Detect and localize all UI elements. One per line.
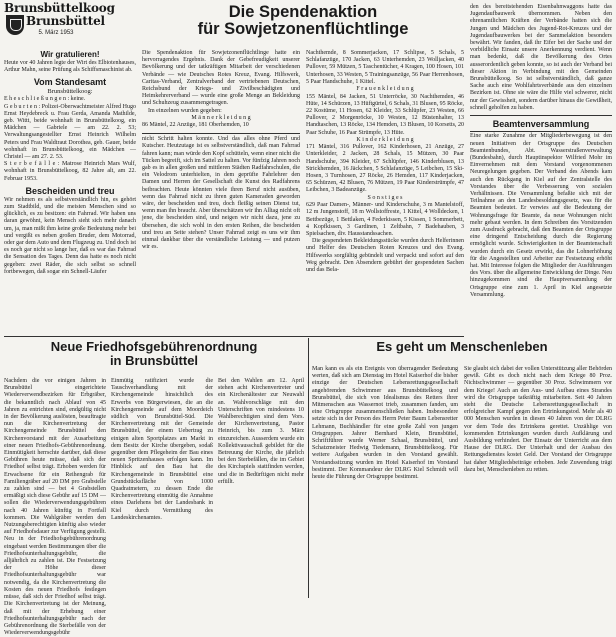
- friedhof-headline: [4, 340, 304, 376]
- bescheiden-title: Bescheiden und treu: [25, 185, 115, 196]
- left-column: [4, 50, 136, 334]
- spenden-headline: [142, 4, 464, 48]
- coat-of-arms-icon: [6, 15, 24, 35]
- right-column: [470, 4, 612, 334]
- fahrrad-continuation: nicht Schritt halten konnte. Und das alles ohne Pferd und Kutscher. Heutzutage ist es selbstverständlich, daß man Fahrrad fahren kann; man würde den Kopf schütteln, wenn einer nicht die Tücken begreift, sich im Sattel zu halten. Vor fünfzig Jahren noch gab es in allen großen und mittleren Städten Radfahrschulen, die ein Velodrom unterhielten, in dem geprüfte Fahrlehrer den Damen und Herren der Gesellschaft die Kunst des Radfahrens beibrachten. Heute könnten viele ihren Beruf nicht ausüben, wenn das Fahrrad nicht zu ihren guten Kameraden geworden wäre, der bescheiden und treu, doch fleißig seinen Dienst tut, wenn man ihn braucht. Aber überschätzen wir ihn Alltag nicht oft jene, die bescheiden sind, und neigen wir nicht dazu, jene zu übersehen, die sich wohl in den ersten Reihen, die bescheiden und treu an Seite stehen? Unser Fahrrad zeigt es uns wir ihm einmal dankbar über die verständliche Leistung — und putzen wir es.: [142, 136, 300, 251]
- bescheiden-body: Wir nehmen es als selbstverständlich hin, es gehört zum Stadtbild, und die meisten Menschen sind so glücklich, es zu besitzen: ein Fahrrad. Wir haben uns daran gewöhnt, kein Mensch sieht sich mehr danach um, ja, man mißt ihm keine große Bedeutung mehr bei und vergißt es neben großen Bruder, dem Motorrad, oder gar dem Auto und dem Flugzeug zu. Und doch ist es noch gar nicht so lange her, daß es war das Fahrrad die Sensation des Tages. Denn das hatte es noch nicht gegeben: zwei Räder, die sich selbst so schnell fortbewegen, daß sogar ein Schnell-Läufer: [4, 196, 136, 275]
- menschenleben-title: Es geht um Menschenleben: [376, 339, 548, 354]
- maenner-list: 86 Mäntel, 22 Anzüge, 181 Oberhemden, 10: [142, 122, 249, 129]
- friedhof-body-2: Einmütig ratifiziert wurde die Tauschverhandlung mit der Kirchengemeinde hinsichtlich des Erwerbs von Bürgerwiesen, die an die Kirchengemeinde auf dem Moordeich südlich von Brunsbüttel-Süd. Die Kirchenvertretung mit der Gemeinde Brunsbüttel, der einem Uebertrag zu einigen alten Sportplatzes am Markt in dem Besitz der Kirche übergeben, sodaß gegenüber dem Pflegeheim der Bau eines neuen Spritzenhauses erfolgen kann. Im Hinblick auf den Bau hat die Kirchengemeinde in Brunsbüttel eine Grundstücksfläche von 1000 Quadratmetern, zu dessen Ende die Kirchenvertretung einmütig die Annahme eines Darlehens bei der Landesbank in Kiel durch Vermittlung des Landeskirchenamtes.: [111, 378, 213, 521]
- beamten-body: Eine starke Zunahme der Mitgliederbewegung ist den neuen Initiativen der Ortsgruppe des Deutschen Beamtenbundes, Abt. Wasserstraßenverwaltung (Bundesbahn), durch Hauptinspektor Wilfried Mohr im Einvernehmen mit dem Vorstand vorgenommenen Neuregelungen gegeben. Der Verband des Abends kam auch den Rückgang in Kiel auf der Zentralstelle des Vorstandes über die Verbesserung von sozialen Verhältnissen. Die Versammlung befaßte sich mit der Teilnahme an den Landesbesoldungsgesetz, was für die Beamten bedeutet. Er verwies auf die Bedeutung der Wohnungsfrage für Beamte, da neue Wohnungen nicht mehr gebaut werden. In dem Schreiben des Vorsitzenden zum Ausdruck gebracht, daß den Beamten der Ortsgruppe eine dringend Entscheidung durch die Regierung ermöglicht wurde. Schwierigkeiten in der Beamtenschaft wurden durch ein Gesetz erwirkt, das die Lohnerhöhung für die Angestellten und Arbeiter zur Festsetzung erhöht hat. Mit Interesse folgten die Mitglieder der Ausführungen des Vors. über die allgemeine Entwicklung der Dinge. Neu hinzugekommen sind die Hauptversammlung der Ortsgruppe eine zum 1. April in Kiel angesetzte Versammlung.: [470, 133, 612, 298]
- spenden-title-2: für Sowjetzonenflüchtlinge: [197, 20, 409, 39]
- standesamt-sterbefaelle: S t e r b e f ä l l e : Matrose Heinrich Mars Wulf, wohnhaft in Brunsbüttelkoog, 82 Jahre alt, am 22. Februar 1953.: [4, 161, 136, 182]
- standesamt-title: Vom Standesamt: [33, 77, 107, 88]
- friedhof-body-3: Bei den Wahlen am 12. April stehen acht Kirchenvertreter und ein Kirchenältester zur Neuwahl an. Wahlvorschläge mit den Unterschriften von mindestens 10 Wahlberechtigten sind dem Vors. der Kirchenvertretung, Pastor Heinrich, bis zum 3. März einzureichen. Ausserdem wurde ein Kollektivausschuß gebildet für die Betreuung der Kirche, die jährlich bei den Sterbefällen, die im Gebiet des Kirchspiels stattfinden werden, und die in Bedürftigen nicht mehr erfüllt.: [218, 378, 304, 485]
- spenden-column-2: [306, 50, 464, 334]
- menschenleben-headline: [312, 340, 612, 364]
- menschenleben-col-2: [464, 366, 612, 598]
- menschenleben-body-2: Sie glaubt sich dabei der vollen Unterstützung aller Behörden gewiß. Gibt es doch nicht nach dem Kriege 80 Proz. Nichtschwimmer — gegenüber 30 Proz. Schwimmern vor dem Kriege! Auch an den Aus- und Aufbau eines Strandes wird die Ortsgruppe tatkräftig mitarbeiten. Seit 40 Jahren steht die Deutsche Lebensrettungsgesellschaft in erfolgreicher Kampf gegen den Ertrinkungstod. Mehr als 40 000 Menschen wurden in diesen 40 Jahren von der DLRG vor dem Tode des Ertrinkens gerettet. Unzählige von kommenden Ertrinkungen wurden durch Aufklärung und Ausbildung verhindert. Der Einsatz der Unterricht aus dem Hause der DLRG. Der Unterhalt und der Ausbau des Rettungsdienstes kostet Geld. Der Vorstand der Ortsgruppe hat daher Mitgliedsbeiträge erhoben. Jede Zuwendung trägt dazu bei, Menschenleben zu retten.: [464, 366, 612, 473]
- frauen-title: F r a u e n k l e i d u n g: [356, 86, 414, 93]
- standesamt-subtitle: Brunsbüttelkoog:: [47, 88, 93, 96]
- masthead-line1: Brunsbüttelkoog: [4, 1, 115, 15]
- friedhof-body-1: Nachdem die vor einigen Jahren in Brunsbüttel eingerichtete Wiederverwendbezirken für Erbgräber, die bekanntlich nach Ablauf von 45 Jahren zu entrichten sind, endgültig nicht in der Bevölkerung auslösten, beauftragte nun die Kirchenvertretung der Kirchengemeinde Brunsbüttel den Kirchenvorstand mit der Ausarbeitung einer neuen Friedhofs-Gebührenordnung. Einmütigkeit herrschte darüber, daß diese Gebühren heute müsse, daß sich der Friedhof selbst trägt. Erhoben werden für Erwachsene für ein Reihengrab für Familiengräber auf 20 DM pro Grabstelle zu zahlen sind — bei 4 Grabstellen ermäßigt sich diese Gebühr auf 15 DM — sollen die Wiederverwendungsgebühren nach 40 Jahren künftig in Fortfall kommen. Die Wahlgräber werden den Nutzungsberechtigten künftig also wieder auf Friedhofsdauer zur Verfügung gestellt. Neu in der Friedhofsgebührenordnung eingebaut werden Bestimmungen über die Friedhofsunterhaltungsgebühr, die alljährlich zu zahlen ist. Die Festsetzung der Höhe dieser Friedhofsunterhaltungsgebühr war notwendig, da die Kirchenvertretung die Kosten des neuen Friedhofs festlegen müsse, daß sich der Friedhof selbst trägt. Die Kirchenvertretung ist der Meinung, daß mit der Erhebung einer Friedhofsunterhaltungsgebühr nach der Gebührenordnung die Sterbefälle von der Wiederverwendungsgebühr: [4, 378, 106, 637]
- spenden-body: Die Spendenaktion für Sowjetzonenflüchtlinge hatte ein hervorragendes Ergebnis. Dank der Gebefreudigkeit unserer Bevölkerung und der tatkräftigen Mitarbeit der verschiedenen Verbände — wie Deutsches Rotes Kreuz, Evang. Hilfswerk, Caritas-Verband, Zentralverband der vertriebenen Deutschen, Reichsbund der Kriegs- und Zivilbeschädigten und Heimkehrerverband — wurde eine große Menge an Bekleidung und Schuhzeug zusammengetragen.: [142, 50, 300, 107]
- spenden-closing: Die gespendeten Bekleidungsstücke wurden durch Helferinnen und Helfer des Deutschen Roten Kreuzes und des Evang. Hilfswerks sorgfältig gebündelt und verpackt und sofort auf den Weg gebracht. Den Absendern gebührt der gespendeten Sachen und das Bela-: [306, 238, 464, 273]
- friedhof-title-1: Neue Friedhofsgebührenordnung: [50, 339, 258, 354]
- issue-date: 5. März 1953: [38, 30, 74, 36]
- eisenbahn-body: den des bereitstehenden Eisenbahnwaggons hatte das Jugendaufbauwerk übernommen. Neben den ehrenamtlichen Kräften der Verbände hatten sich die Jungen und Mädchen des Jugend-Rot-Kreuzes und der Jugendaufbauwerkes bei der Sammelaktion besonders bewährt. Wir fanden, daß ihr Eifer bei der Sache und der vorbildliche Einsatz unsere Anerkennung verdient. Wenn man bedenkt, daß die Bevölkerung des Ortes ausserordentlich geben konnte, so ist auch der Verband bei dieser Aktion in Verbindung mit den Gemeinden Brunsbüttelkoog. So ist selbstverständlich, daß ganze Sache auch eine Wohlfahrtsverbände aus den einzelnen Bezirken ist. Ohne sie wäre die Hilfe viel schwerer, nicht nur der Gewissheit, sondern darüber hinaus die Gewißheit, schnell geholfen zu haben.: [470, 4, 612, 111]
- frauen-list: 155 Mäntel, 84 Jacken, 51 Unterröcke, 30 Nachthemden, 46 Hüte, 14 Schürzen, 13 Hüftgürtel, 6 Schals, 31 Blusen, 95 Röcke, 22 Kostüme, 11 Hosen, 62 Kleider, 33 Schlüpfer, 23 Westen, 66 Pullover, 2 Morgenröcke, 10 Westen, 12 Büstenhalter, 13 Handtaschen, 13 Röcke, 134 Hemden, 13 Blusen, 10 Korsetts, 20 Paar Schuhe, 16 Paar Strümpfe, 13 Hüte.: [306, 93, 464, 136]
- gratulieren-title: Wir gratulieren!: [40, 50, 100, 59]
- maenner-list-cont: Nachthemde, 8 Sommerjacken, 17 Schlipse, 5 Schals, 5 Schlafanzüge, 170 Jacken, 63 Unterhemden, 23 Wolljacken, 40 Pullover, 59 Mützen, 5 Taschentücher, 4 Kragen, 100 Hosen, 101 Unterhosen, 33 Westen, 5 Trainingsanzüge, 56 Paar Herrenhosen, 5 Paar Handschuhe, 1 Kittel.: [306, 50, 464, 85]
- divider: [470, 115, 612, 116]
- friedhof-col-3: [218, 378, 304, 598]
- sonstiges-title: S o n s t i g e s: [367, 194, 403, 201]
- divider: [142, 133, 300, 134]
- maenner-title: M ä n n e r k l e i d u n g: [191, 114, 251, 121]
- spenden-intro: Im einzelnen wurden gegeben:: [148, 107, 222, 114]
- beamten-title: Beamtenversammlung: [492, 118, 590, 129]
- friedhof-title-2: in Brunsbüttel: [109, 352, 199, 368]
- standesamt-geburten: G e b u r t e n : Polizei-Oberwachtmeister Alfred Hugo Ernst Heydebreck u. Frau Gerda, Amanda Mathilde, geb. Wittt, beide wohnhaft in Brunsbüttelkoog, ein Mädchen — Gabriele — am 22. 2. 53; Verwaltungsangestellter Ernst Heinrich Wilhelm Peters und Frau Waldtraut Dorothea, geb. Gauer, beide wohnhaft in Brunsbüttelkoog, ein Mädchen — Christel — am 27. 2. 53.: [4, 103, 136, 161]
- spenden-column-1: [142, 50, 300, 334]
- masthead: [4, 1, 115, 48]
- section-divider: [4, 336, 464, 337]
- standesamt-eheschliessungen: E h e s c h l i e ß u n g e n : keine.: [4, 96, 86, 103]
- menschenleben-col-1: [312, 366, 458, 598]
- column-divider: [308, 338, 309, 598]
- kinder-title: K i n d e r k l e i d u n g: [356, 136, 414, 143]
- divider: [470, 131, 612, 132]
- sonstiges-list: 629 Paar Damen-, Männer- und Kinderschuhe, 3 m Mantelstoff, 12 m Jungenstoff, 18 m Wollstoffreste, 1 Kittel, 4 Wolldecken, 1 Bettbezüge, 1 Bettlaken, 4 Federkissen, 5 Kissen, 1 Sommerbett, 4 Kopfkissen, 3 Gardinen, 1 Zeltbahn, 7 Badehauben, 3 Spielsachen, div. Hausstandssachen.: [306, 202, 464, 237]
- gratulieren-body: Heute vor 40 Jahren legte der Wirt des Elbiotenhauses, Arthur Mahn, seine Prüfung als Schiffsmaschinist ab.: [4, 60, 136, 74]
- friedhof-col-1: [4, 378, 106, 637]
- kinder-list: 171 Mäntel, 316 Pullover, 162 Kinderhosen, 21 Anzüge, 27 Unterkleider, 2 Jacken, 28 Schals, 15 Mützen, 30 Paar Handschuhe, 394 Kleider, 67 Schlüpfer, 146 Kinderblusen, 13 Strickhemden, 16 Jäckchen, 5 Schlafanzüge, 5 Leibchen, 15 Ski-Hosen, 3 Turnhosen, 27 Röcke, 26 Hemden, 117 Kinderjacken, 65 Schürzen, 42 Blusen, 76 Mützen, 19 Paar Kinderstrümpfe, 47 Leibchen, 3 Badeanzüge.: [306, 144, 464, 194]
- masthead-line2: Brunsbüttel: [26, 14, 105, 28]
- spenden-title-1: Die Spendenaktion: [228, 3, 378, 21]
- menschenleben-body-1: Man kann es als ein Ereignis von überragender Bedeutung werten, daß sich am Dienstag im Hotel Kaiserhof die bisher einzige der Deutschen Lebensrettungsgesellschaft angehörenden Schwimmer aus Brunsbüttelkoog und Brunsbüttel, die sich von Idealismus des Retters ihrer Mitmenschen aus Wassernot trieb, zusammen fanden, um eine Ortsgruppe zusammenschließen haben. Insbesondere setzte sich in der Person des Herrn Peter Baum Lebensretter Lehmann, Buchhändler für eine große Zahl von jungen Ortsgruppen. Jahrer Bernhard Klein, Brunsbüttel, Schriftführer wurde Werner Schaal, Brunsbüttel, und Schatzmeister Hedwig Tiedemann, Brunsbüttelkoog. Für weitere Aufgaben wurden in den Vorstand gewählt. Vorstandssitzung wurden im Hotel Kaiserhof im Vorstand bestimmt. Der Kommandeur der DLRG Kiel Schmidt will heute die Führung der Ortsgruppe bestimmt.: [312, 366, 458, 481]
- friedhof-col-2: [111, 378, 213, 598]
